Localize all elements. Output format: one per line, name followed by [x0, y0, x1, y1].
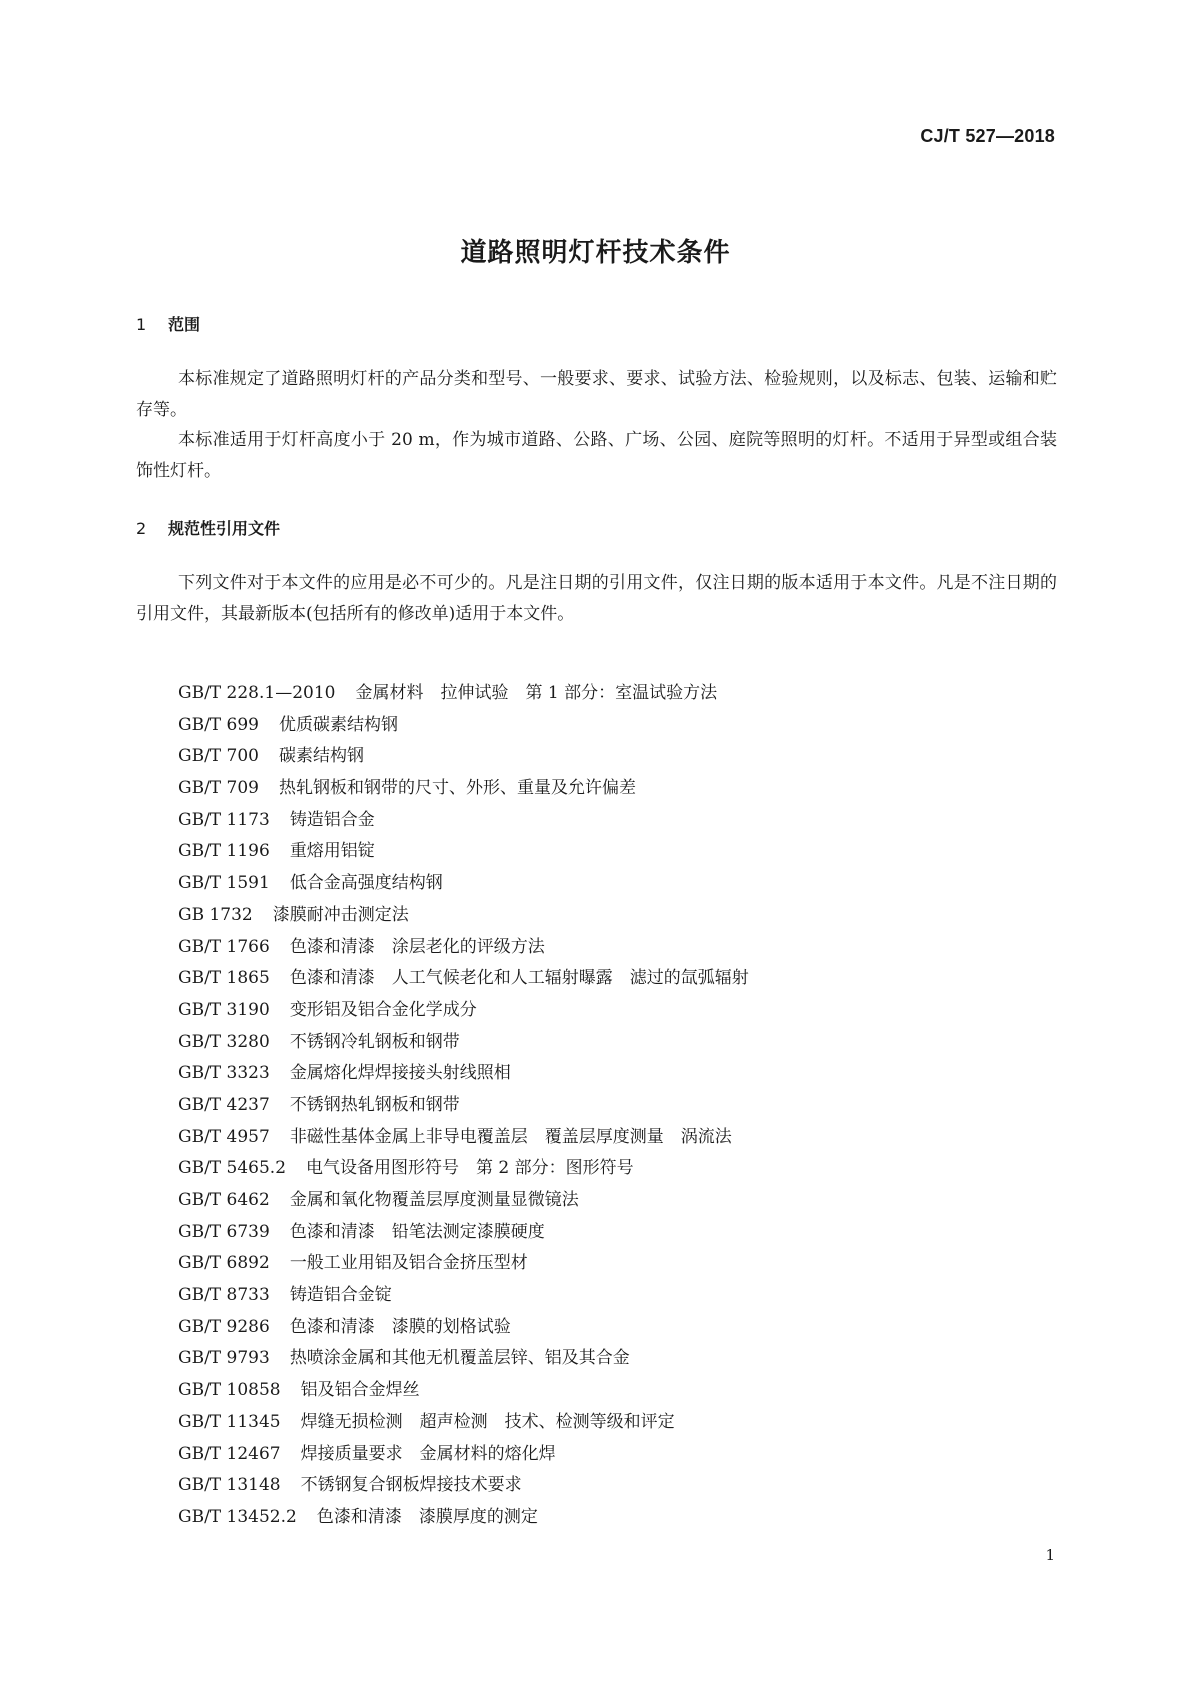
reference-code: GB/T 9793 — [178, 1348, 270, 1369]
reference-title: 色漆和清漆 铅笔法测定漆膜硬度 — [289, 1221, 545, 1242]
reference-code: GB/T 3280 — [178, 1031, 270, 1052]
reference-item — [178, 932, 749, 964]
reference-title: 优质碳素结构钢 — [279, 714, 398, 735]
reference-code: GB/T 6892 — [178, 1253, 270, 1274]
reference-item — [178, 1407, 749, 1439]
reference-title: 铸造铝合金锭 — [289, 1285, 392, 1306]
reference-code: GB 1732 — [178, 904, 253, 925]
reference-item — [178, 710, 749, 742]
reference-title: 不锈钢复合钢板焊接技术要求 — [300, 1475, 522, 1496]
reference-item — [178, 1248, 749, 1280]
reference-item — [178, 805, 749, 837]
reference-code: GB/T 5465.2 — [178, 1158, 287, 1179]
scope-paragraph-2: 本标准适用于灯杆高度小于 20 m，作为城市道路、公路、广场、公园、庭院等照明的灯杆。不适用于异型或组合装饰性灯杆。 — [136, 430, 1057, 481]
reference-title: 非磁性基体金属上非导电覆盖层 覆盖层厚度测量 涡流法 — [289, 1126, 732, 1147]
reference-item — [178, 1058, 749, 1090]
document-title: 道路照明灯杆技术条件 — [460, 238, 731, 268]
reference-item — [178, 900, 749, 932]
reference-item — [178, 1027, 749, 1059]
reference-code: GB/T 12467 — [178, 1443, 281, 1464]
reference-item — [178, 868, 749, 900]
reference-item — [178, 773, 749, 805]
page-number: 1 — [1045, 1546, 1055, 1564]
reference-item — [178, 995, 749, 1027]
reference-title: 热喷涂金属和其他无机覆盖层锌、铝及其合金 — [289, 1348, 630, 1369]
section-number: 2 — [136, 519, 147, 538]
reference-title: 变形铝及铝合金化学成分 — [289, 999, 477, 1020]
section-title: 范围 — [168, 315, 201, 334]
reference-title: 铝及铝合金焊丝 — [300, 1380, 420, 1401]
reference-item — [178, 1439, 749, 1471]
reference-item — [178, 1153, 749, 1185]
reference-code: GB/T 699 — [178, 714, 259, 735]
reference-title: 焊缝无损检测 超声检测 技术、检测等级和评定 — [300, 1411, 675, 1432]
section-title: 规范性引用文件 — [168, 519, 281, 538]
reference-code: GB/T 3323 — [178, 1063, 270, 1084]
reference-title: 不锈钢冷轧钢板和钢带 — [289, 1031, 460, 1052]
reference-code: GB/T 700 — [178, 746, 259, 767]
reference-title: 色漆和清漆 漆膜厚度的测定 — [316, 1506, 538, 1527]
reference-item — [178, 1122, 749, 1154]
reference-item — [178, 963, 749, 995]
reference-code: GB/T 6462 — [178, 1190, 270, 1210]
reference-title: 金属熔化焊焊接接头射线照相 — [289, 1063, 511, 1084]
reference-code: GB/T 13148 — [178, 1475, 281, 1496]
reference-item — [178, 741, 749, 773]
reference-title: 碳素结构钢 — [279, 746, 364, 767]
reference-code: GB/T 1766 — [178, 936, 270, 957]
reference-title: 色漆和清漆 漆膜的划格试验 — [289, 1316, 511, 1337]
reference-code: GB/T 13452.2 — [178, 1506, 297, 1527]
reference-item — [178, 1502, 749, 1534]
reference-title: 低合金高强度结构钢 — [289, 873, 443, 894]
reference-item — [178, 1312, 749, 1344]
scope-paragraph-1: 本标准规定了道路照明灯杆的产品分类和型号、一般要求、要求、试验方法、检验规则，以及标志、包装、运输和贮存等。 — [136, 369, 1057, 420]
reference-title: 色漆和清漆 涂层老化的评级方法 — [289, 936, 545, 957]
reference-code: GB/T 6739 — [178, 1221, 270, 1242]
reference-title: 热轧钢板和钢带的尺寸、外形、重量及允许偏差 — [279, 778, 636, 799]
reference-item — [178, 1343, 749, 1375]
reference-code: GB/T 1196 — [178, 841, 270, 862]
reference-list — [178, 678, 749, 1534]
reference-code: GB/T 228.1—2010 — [178, 683, 336, 703]
reference-item — [178, 1185, 749, 1217]
reference-title: 焊接质量要求 金属材料的熔化焊 — [300, 1443, 556, 1464]
reference-code: GB/T 10858 — [178, 1380, 281, 1401]
reference-code: GB/T 4957 — [178, 1126, 270, 1147]
reference-code: GB/T 4237 — [178, 1094, 270, 1115]
reference-item — [178, 678, 749, 710]
reference-code: GB/T 709 — [178, 778, 259, 799]
reference-item — [178, 836, 749, 868]
reference-title: 漆膜耐冲击测定法 — [272, 904, 409, 925]
reference-item — [178, 1217, 749, 1249]
reference-code: GB/T 9286 — [178, 1316, 270, 1337]
reference-code: GB/T 1865 — [178, 968, 270, 989]
reference-item — [178, 1090, 749, 1122]
reference-code: GB/T 8733 — [178, 1285, 270, 1306]
section-number: 1 — [136, 315, 147, 334]
reference-code: GB/T 3190 — [178, 999, 270, 1020]
reference-title: 电气设备用图形符号 第 2 部分：图形符号 — [306, 1158, 634, 1179]
reference-title: 金属材料 拉伸试验 第 1 部分：室温试验方法 — [355, 683, 718, 703]
section-heading-normative-references — [136, 516, 280, 539]
reference-code: GB/T 1591 — [178, 873, 270, 894]
reference-item — [178, 1470, 749, 1502]
reference-title: 铸造铝合金 — [289, 809, 375, 830]
reference-item — [178, 1375, 749, 1407]
standard-code: CJ/T 527—2018 — [920, 126, 1055, 146]
reference-title: 色漆和清漆 人工气候老化和人工辐射曝露 滤过的氙弧辐射 — [289, 968, 749, 989]
reference-code: GB/T 1173 — [178, 809, 270, 830]
reference-title: 重熔用铝锭 — [289, 841, 375, 862]
reference-title: 一般工业用铝及铝合金挤压型材 — [289, 1253, 528, 1274]
references-intro-paragraph: 下列文件对于本文件的应用是必不可少的。凡是注日期的引用文件，仅注日期的版本适用于本文件。凡是不注日期的引用文件，其最新版本(包括所有的修改单)适用于本文件。 — [136, 573, 1057, 624]
reference-title: 不锈钢热轧钢板和钢带 — [289, 1094, 460, 1115]
section-heading-scope — [136, 312, 200, 335]
reference-item — [178, 1280, 749, 1312]
reference-title: 金属和氧化物覆盖层厚度测量显微镜法 — [289, 1190, 579, 1210]
reference-code: GB/T 11345 — [178, 1411, 281, 1432]
